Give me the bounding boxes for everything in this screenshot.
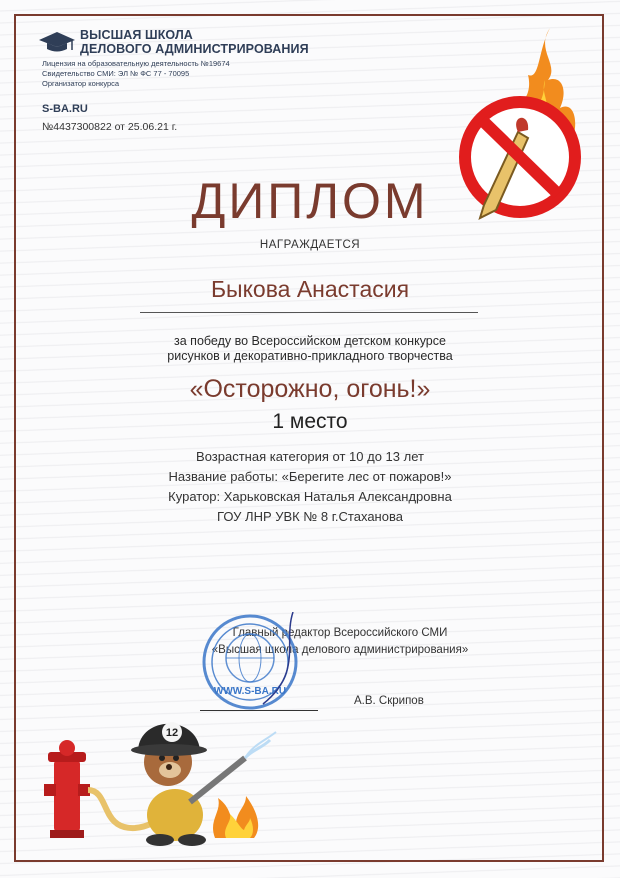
organizer-title bbox=[80, 28, 380, 56]
diploma-number: №4437300822 от 25.06.21 г. bbox=[42, 121, 178, 133]
work-details bbox=[0, 447, 620, 527]
recipient-underline bbox=[140, 312, 478, 313]
helmet-number: 12 bbox=[165, 727, 179, 739]
age-category: Возрастная категория от 10 до 13 лет bbox=[196, 449, 424, 464]
diploma-heading: ДИПЛОМ bbox=[191, 173, 429, 229]
stamp-text: WWW.S-BA.RU bbox=[213, 686, 287, 697]
signer-position-line2: «Высшая школа делового администрирования» bbox=[211, 644, 469, 656]
organizer-title-line2: ДЕЛОВОГО АДМИНИСТРИРОВАНИЯ bbox=[80, 42, 309, 56]
place-result: 1 место bbox=[272, 410, 348, 433]
organizer-title-line1: ВЫСШАЯ ШКОЛА bbox=[80, 28, 193, 42]
awarded-label: НАГРАЖДАЕТСЯ bbox=[259, 239, 361, 251]
official-stamp bbox=[193, 612, 308, 712]
firefighter-bear-illustration bbox=[40, 710, 280, 850]
organizer-role-text: Организатор конкурса bbox=[42, 79, 120, 88]
award-description-line1: за победу во Всероссийском детском конкурсе bbox=[174, 334, 446, 348]
license-text: Лицензия на образовательную деятельность №19674 bbox=[42, 59, 230, 68]
media-certificate-text: Свидетельство СМИ: ЭЛ № ФС 77 - 70095 bbox=[42, 69, 190, 78]
recipient-name: Быкова Анастасия bbox=[210, 276, 410, 302]
contest-name: «Осторожно, огонь!» bbox=[189, 375, 431, 403]
award-description-line2: рисунков и декоративно-прикладного творчества bbox=[167, 349, 453, 363]
award-description bbox=[0, 334, 620, 364]
graduation-cap-icon bbox=[38, 30, 76, 54]
school-name: ГОУ ЛНР УВК № 8 г.Стаханова bbox=[217, 509, 403, 524]
signer-name: А.В. Скрипов bbox=[354, 695, 424, 707]
curator-name: Куратор: Харьковская Наталья Александровна bbox=[168, 489, 452, 504]
signer-position-line1: Главный редактор Всероссийского СМИ bbox=[232, 627, 448, 639]
work-title: Название работы: «Берегите лес от пожаров!» bbox=[168, 469, 452, 484]
site-link[interactable]: S-BA.RU bbox=[42, 103, 88, 115]
signer-position bbox=[30, 625, 620, 659]
